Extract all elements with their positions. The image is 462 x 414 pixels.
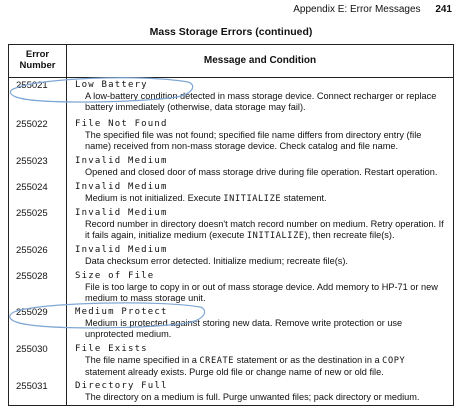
error-number: 255025 — [16, 208, 48, 219]
table-title: Mass Storage Errors (continued) — [149, 26, 313, 38]
error-number: 255030 — [16, 344, 48, 355]
condition-text: statement or as the destination in a — [234, 355, 383, 365]
error-number: 255031 — [16, 381, 48, 392]
error-message-name: Size of File — [75, 271, 155, 281]
error-message-name: Low Battery — [75, 80, 148, 90]
table-header-row — [9, 45, 453, 78]
error-number: 255023 — [16, 156, 48, 167]
condition-text: ), then recreate file(s). — [304, 230, 395, 240]
error-condition: Data checksum error detected. Initialize medium; recreate file(s). — [85, 256, 348, 266]
error-number: 255026 — [16, 245, 48, 256]
column-header-message: Message and Condition — [203, 55, 317, 66]
error-message-name: Medium Protect — [75, 307, 168, 317]
running-header — [293, 4, 452, 15]
condition-text: The file name specified in a — [85, 355, 200, 365]
condition-text: statement. — [281, 193, 327, 203]
column-header-line: Error — [25, 49, 50, 60]
error-number: 255029 — [16, 307, 48, 318]
error-condition — [85, 219, 447, 242]
error-condition: Medium is protected against storing new data. Remove write protection or use unprotected medium. — [85, 318, 403, 339]
error-number: 255028 — [16, 271, 48, 282]
error-condition: The directory on a medium is full. Purge unwanted files; pack directory or medium. — [85, 392, 420, 402]
error-condition — [85, 355, 447, 378]
error-condition: Opened and closed door of mass storage drive during file operation. Restart operation. — [85, 167, 438, 177]
table-body — [9, 78, 453, 406]
error-message-name: File Exists — [75, 344, 148, 354]
page-number: 241 — [435, 4, 452, 15]
statement-keyword: INITIALIZE — [246, 231, 305, 241]
column-divider — [66, 78, 67, 406]
statement-keyword: COPY — [382, 356, 406, 366]
condition-text: Medium is not initialized. Execute — [85, 193, 224, 203]
condition-text: Record number in directory doesn't match record number on medium. Retry operation. If it fails again, initialize medium (execute — [85, 219, 444, 240]
error-message-name: Invalid Medium — [75, 245, 168, 255]
error-message-name: Directory Full — [75, 381, 168, 391]
error-message-name: File Not Found — [75, 119, 168, 129]
statement-keyword: INITIALIZE — [223, 194, 282, 204]
error-condition: The specified file was not found; specified file name differs from directory entry (file name) received from non-mass storage device. Check catalog and file name. — [85, 130, 422, 151]
error-message-name: Invalid Medium — [75, 156, 168, 166]
error-number: 255024 — [16, 182, 48, 193]
error-condition: A low-battery condition detected in mass storage device. Connect recharger or replace battery immediately (otherwise, data storage may fail). — [85, 91, 437, 112]
error-message-name: Invalid Medium — [75, 208, 168, 218]
error-table — [8, 44, 454, 406]
condition-text: statement already exists. Purge old file or change name of new or old file. — [85, 367, 384, 377]
column-header-line: Number — [19, 60, 56, 71]
error-condition: File is too large to copy in or out of mass storage device. Add memory to HP-71 or new medium to mass storage unit. — [85, 282, 438, 303]
error-number: 255021 — [16, 80, 48, 91]
error-number: 255022 — [16, 119, 48, 130]
column-header-error-number — [9, 45, 67, 77]
section-title: Appendix E: Error Messages — [293, 4, 421, 15]
error-condition — [85, 193, 447, 205]
statement-keyword: CREATE — [199, 356, 235, 366]
error-message-name: Invalid Medium — [75, 182, 168, 192]
